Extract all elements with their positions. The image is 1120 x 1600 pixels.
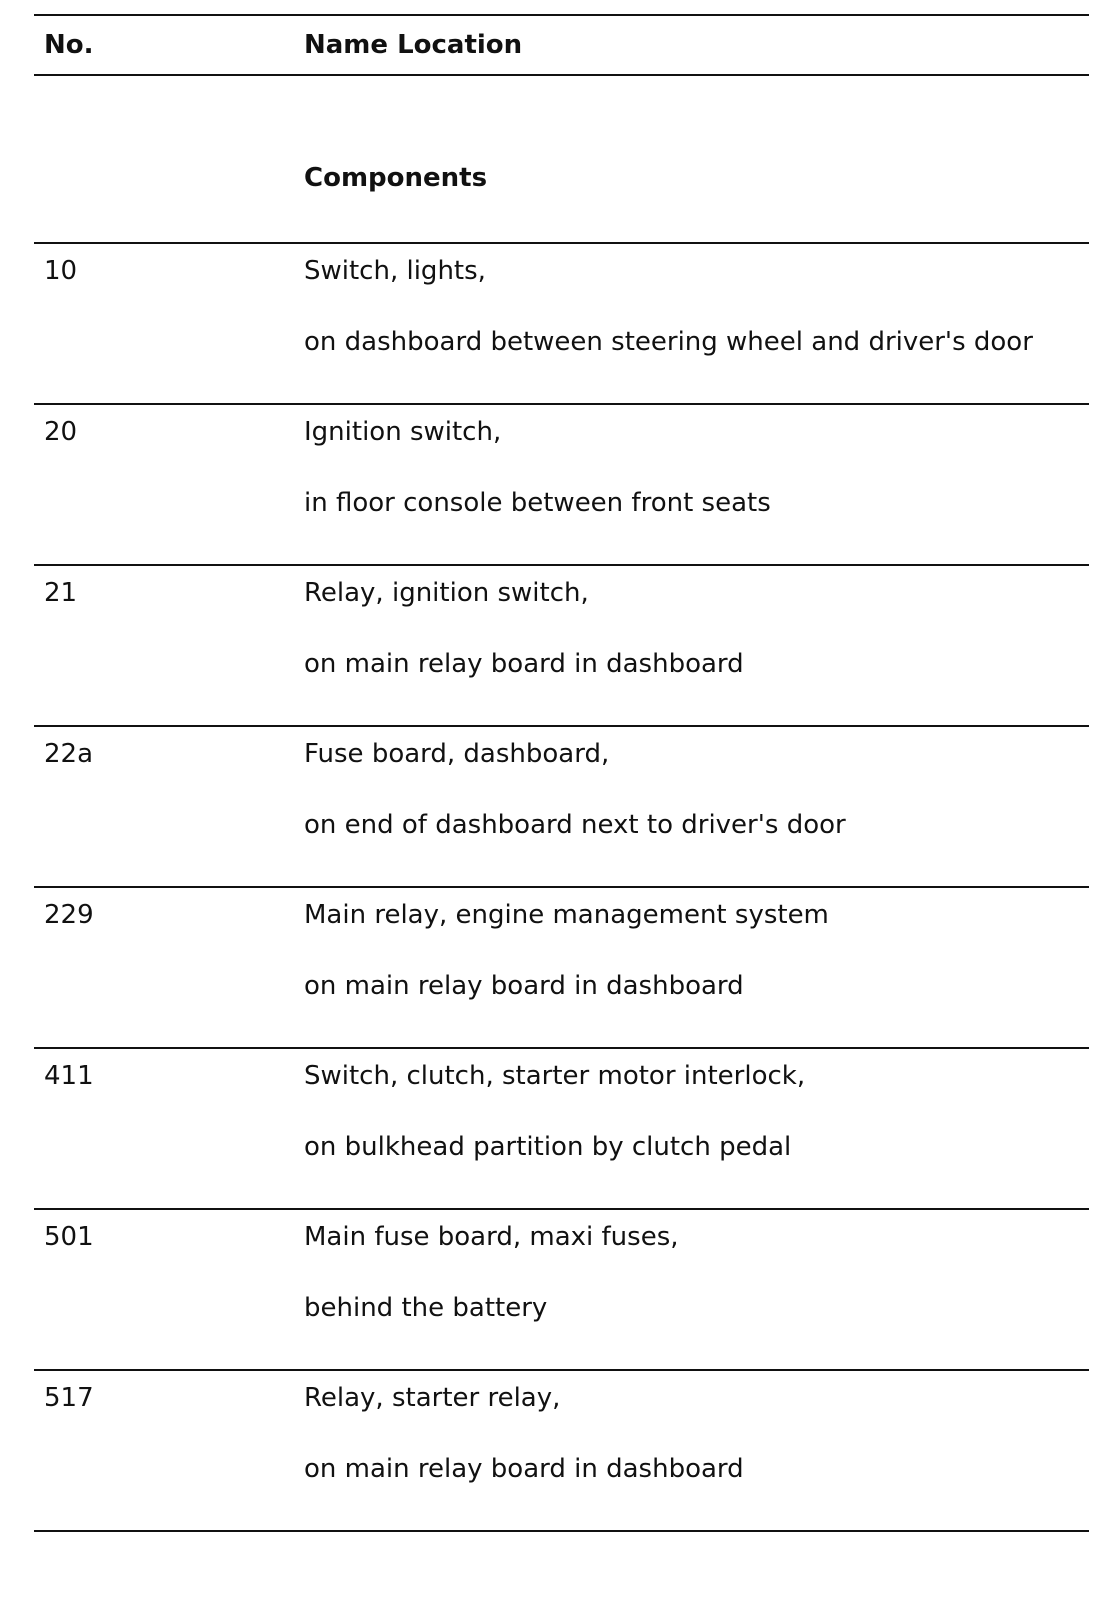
row-description [304, 727, 1089, 886]
component-location: on bulkhead partition by clutch pedal [304, 1132, 792, 1162]
component-name: Switch, lights, [304, 256, 486, 286]
section-title: Components [304, 163, 488, 193]
component-name: Switch, clutch, starter motor interlock, [304, 1061, 806, 1091]
row-number: 501 [44, 1222, 94, 1252]
row-description [304, 1210, 1089, 1369]
component-location: in floor console between front seats [304, 488, 771, 518]
table-row [34, 1371, 1089, 1530]
section-components [34, 76, 1089, 242]
row-description [304, 1371, 1089, 1530]
components-table [34, 14, 1089, 1532]
component-name: Main relay, engine management system [304, 900, 829, 930]
table-row [34, 405, 1089, 564]
component-location: on main relay board in dashboard [304, 1454, 744, 1484]
component-location: behind the battery [304, 1293, 548, 1323]
table-row [34, 727, 1089, 886]
component-name: Fuse board, dashboard, [304, 739, 610, 769]
row-number: 411 [44, 1061, 94, 1091]
row-number: 10 [44, 256, 78, 286]
row-number: 20 [44, 417, 78, 447]
table-header [34, 16, 1089, 74]
row-number: 229 [44, 900, 94, 930]
row-description [304, 244, 1089, 403]
row-number: 21 [44, 578, 78, 608]
header-name-location: Name Location [304, 30, 523, 60]
row-description [304, 1049, 1089, 1208]
component-location: on end of dashboard next to driver's door [304, 810, 846, 840]
header-no: No. [44, 30, 94, 60]
table-row [34, 244, 1089, 403]
table-row [34, 1210, 1089, 1369]
component-name: Main fuse board, maxi fuses, [304, 1222, 679, 1252]
row-number: 22a [44, 739, 94, 769]
row-description [304, 566, 1089, 725]
table-row [34, 1049, 1089, 1208]
row-description [304, 405, 1089, 564]
component-location: on main relay board in dashboard [304, 971, 744, 1001]
component-name: Ignition switch, [304, 417, 502, 447]
table-row [34, 888, 1089, 1047]
component-name: Relay, ignition switch, [304, 578, 589, 608]
table-row [34, 566, 1089, 725]
bottom-rule [34, 1530, 1089, 1532]
row-number: 517 [44, 1383, 94, 1413]
component-location: on dashboard between steering wheel and driver's door [304, 327, 1033, 357]
component-name: Relay, starter relay, [304, 1383, 561, 1413]
component-location: on main relay board in dashboard [304, 649, 744, 679]
row-description [304, 888, 1089, 1047]
